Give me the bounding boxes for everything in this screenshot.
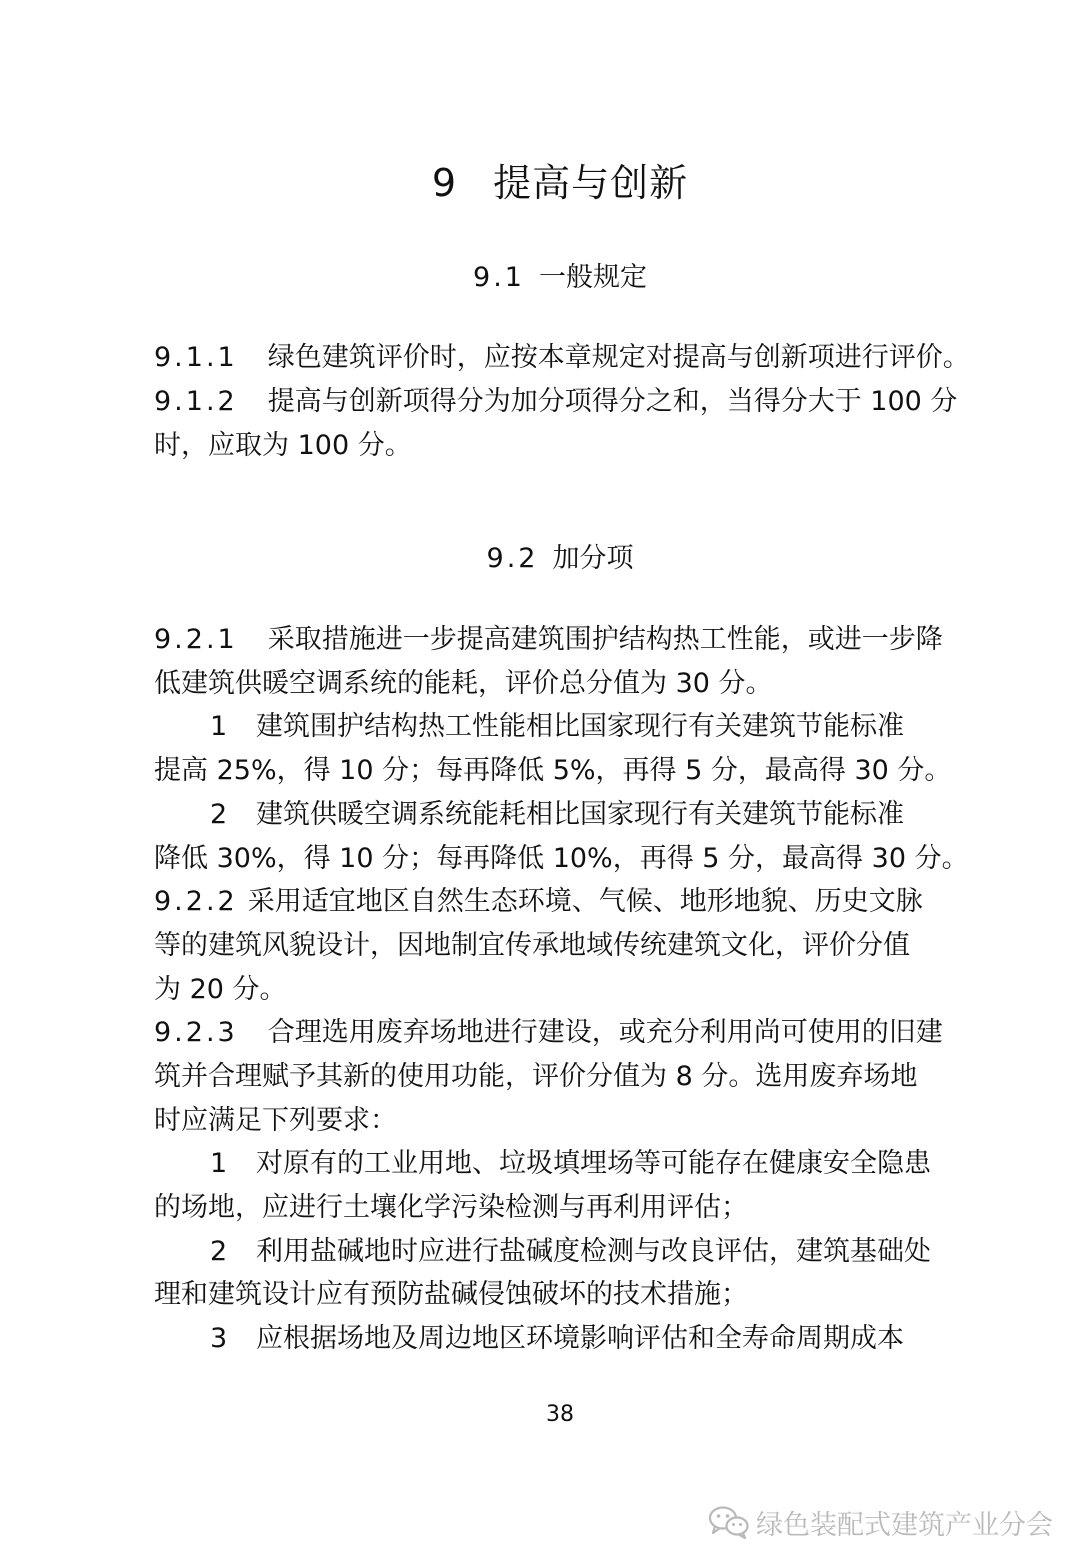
item-text-line: 利用盐碱地时应进行盐碱度检测与改良评估，建筑基础处 (256, 1236, 931, 1267)
clause-text-line: 筑并合理赋予其新的使用功能，评价分值为 8 分。选用废弃场地 (154, 1061, 918, 1092)
section-title-text: 一般规定 (538, 262, 647, 293)
clause-text-line: 时应满足下列要求： (154, 1105, 397, 1136)
watermark (708, 1502, 1053, 1542)
clause-number: 9.2.2 (154, 886, 238, 917)
clause-9-1-2 (154, 384, 957, 420)
item-text-line: 理和建筑设计应有预防盐碱侵蚀破坏的技术措施； (154, 1279, 748, 1310)
clause-9-2-3 (154, 1015, 943, 1051)
section-number: 9.1 (473, 262, 525, 293)
item-number: 1 (210, 711, 228, 742)
clause-text-line: 为 20 分。 (154, 974, 287, 1005)
chapter-title-text: 提高与创新 (493, 161, 689, 205)
page-number: 38 (546, 1402, 574, 1427)
clause-number: 9.1.1 (154, 342, 238, 373)
clause-text-line: 合理选用废弃场地进行建设，或充分利用尚可使用的旧建 (267, 1017, 943, 1048)
clause-number: 9.2.3 (154, 1017, 238, 1048)
item-text-line: 的场地，应进行土壤化学污染检测与再利用评估； (154, 1192, 748, 1223)
chapter-title (0, 152, 1080, 207)
list-item (210, 797, 904, 833)
clause-number: 9.2.1 (154, 624, 238, 655)
section-title-text: 加分项 (552, 543, 634, 574)
wechat-icon (708, 1505, 750, 1539)
item-text-line: 提高 25%，得 10 分；每再降低 5%，再得 5 分，最高得 30 分。 (154, 755, 952, 786)
item-number: 1 (210, 1148, 228, 1179)
item-number: 2 (210, 799, 228, 830)
section-title-9-1 (0, 255, 1080, 294)
watermark-text: 绿色装配式建筑产业分会 (756, 1509, 1053, 1541)
list-item (210, 1146, 931, 1182)
clause-text-line: 等的建筑风貌设计，因地制宜传承地域传统建筑文化，评价分值 (154, 930, 910, 961)
item-text-line: 建筑围护结构热工性能相比国家现行有关建筑节能标准 (256, 711, 904, 742)
clause-text-line: 采取措施进一步提高建筑围护结构热工性能，或进一步降 (267, 624, 943, 655)
section-number: 9.2 (486, 543, 539, 574)
list-item (210, 709, 904, 745)
item-text-line: 建筑供暖空调系统能耗相比国家现行有关建筑节能标准 (256, 799, 904, 830)
clause-9-2-1 (154, 622, 943, 658)
clause-number: 9.1.2 (154, 386, 238, 417)
item-text-line: 对原有的工业用地、垃圾填埋场等可能存在健康安全隐患 (256, 1148, 931, 1179)
list-item (210, 1234, 931, 1270)
item-text-line: 降低 30%，得 10 分；每再降低 10%，再得 5 分，最高得 30 分。 (154, 843, 969, 874)
item-number: 3 (210, 1323, 228, 1354)
clause-9-2-2 (154, 884, 923, 920)
clause-text-line: 低建筑供暖空调系统的能耗，评价总分值为 30 分。 (154, 668, 773, 699)
item-number: 2 (210, 1236, 228, 1267)
section-title-9-2 (0, 536, 1080, 575)
clause-text-line: 提高与创新项得分为加分项得分之和，当得分大于 100 分 (267, 386, 958, 417)
clause-9-1-1 (154, 340, 970, 376)
clause-text-line: 时，应取为 100 分。 (154, 430, 412, 461)
chapter-number: 9 (431, 161, 458, 205)
clause-text-line: 绿色建筑评价时，应按本章规定对提高与创新项进行评价。 (267, 342, 970, 373)
clause-text-line: 采用适宜地区自然生态环境、气候、地形地貌、历史文脉 (247, 886, 923, 917)
item-text-line: 应根据场地及周边地区环境影响评估和全寿命周期成本 (256, 1323, 904, 1354)
list-item (210, 1321, 904, 1357)
